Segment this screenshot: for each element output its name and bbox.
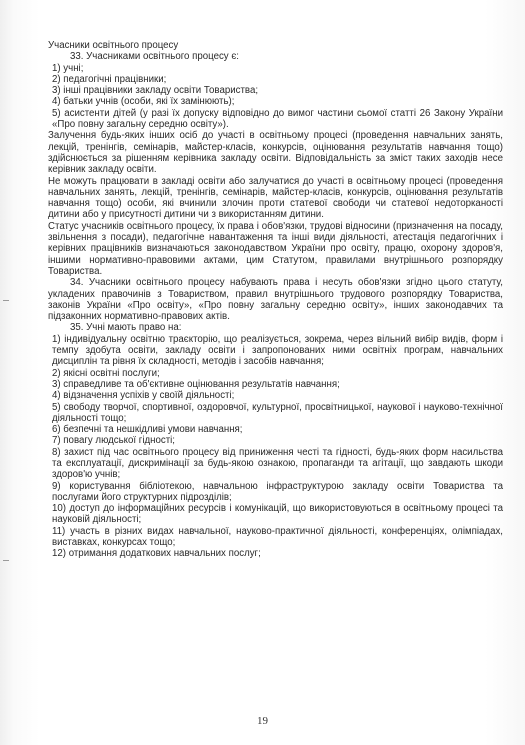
item-35-list-item: 12) отримання додаткових навчальних послуг; — [52, 548, 261, 560]
item-35-list-item: 9) користування бібліотекою, навчальною інфраструктурою закладу освіти Товариства та послугами його структурних підрозділів; — [52, 480, 503, 503]
item-33-list-item: 3) інші працівники закладу освіти Товариства; — [52, 85, 259, 97]
item-35-list-item: 3) справедливе та об'єктивне оцінювання результатів навчання; — [52, 378, 340, 390]
item-33-lead: 33. Учасниками освітнього процесу є: — [70, 51, 239, 63]
item-35-list-item: 6) безпечні та нешкідливі умови навчання; — [52, 424, 243, 436]
item-35-list-item: 2) якісні освітні послуги; — [52, 367, 160, 379]
page-number: 19 — [257, 715, 268, 727]
document-body — [48, 40, 503, 560]
item-35-list-item: 11) участь в різних видах навчальної, науково-практичної діяльності, конференціях, олімпіадах, виставках, конкурсах тощо; — [52, 525, 503, 549]
item-35-lead: 35. Учні мають право на: — [70, 322, 182, 334]
item-33-list-item: 4) батьки учнів (особи, які їх замінюють); — [52, 96, 235, 108]
item-35-list-item: 8) захист під час освітнього процесу від приниження честі та гідності, будь-яких форм насильства та експлуатації, дискримінації за будь-якою ознакою, пропаганди та агітації, що завдають шкоди здоров'ю учнів; — [52, 446, 503, 481]
item-35-list-item: 7) повагу людської гідності; — [52, 435, 175, 447]
item-33-list-item: 5) асистенти дітей (у разі їх допуску відповідно до вимог частини сьомої статті 26 Закону України «Про повну загальну середню освіту»). — [52, 107, 503, 131]
paragraph-restriction: Не можуть працювати в закладі освіти або залучатися до участі в освітньому процесі (проведення навчальних занять, лекцій, тренінгів, семінарів, майстер-класів, конкурсів, оцінювання результатів навчання тощо) особи, які вчинили злочин проти статевої свободи чи статевої недоторканості дитини або у присутності дитини чи з використанням дитини. — [48, 175, 503, 221]
item-35-list-item: 4) відзначення успіхів у своїй діяльності; — [52, 390, 235, 402]
item-33-list-item: 1) учні; — [52, 62, 84, 74]
item-35-list-item: 5) свободу творчої, спортивної, оздоровчої, культурної, просвітницької, наукової і науково-технічної діяльності тощо; — [52, 401, 503, 424]
item-33-list-item: 2) педагогічні працівники; — [52, 73, 167, 85]
page-edge-mark — [3, 560, 9, 561]
item-34-paragraph: 34. Учасники освітнього процесу набувають права і несуть обов'язки згідно цього статуту, укладених правочинів з Товариством, правил внутрішнього трудового розпорядку Товариства, законів України «Про освіту», «Про повну загальну середню освіту», інших законодавчих та підзаконних нормативно-правових актів. — [48, 277, 503, 323]
item-35-list-item: 1) індивідуальну освітню траєкторію, що реалізується, зокрема, через вільний вибір видів, форм і темпу здобута освіти, закладу освіти і запропонованих ними освітніх програм, навчальних дисциплін та рівня їх складності, методів і засобів навчання; — [52, 333, 503, 368]
page-edge-mark — [3, 300, 9, 301]
item-35-list-item: 10) доступ до інформаційних ресурсів і комунікацій, що використовуються в освітньому процесі та науковій діяльності; — [52, 503, 503, 526]
paragraph-involvement: Залучення будь-яких інших осіб до участі в освітньому процесі (проведення навчальних занять, лекцій, тренінгів, семінарів, майстер-класів, конкурсів, оцінювання результатів навчання тощо) здійснюється за рішенням керівника закладу освіти. Відповідальність за зміст таких заходів несе керівник закладу освіти. — [48, 130, 503, 176]
paragraph-status: Статус учасників освітнього процесу, їх права і обов'язки, трудові відносини (призначення на посаду, звільнення з посади), педагогічне навантаження та інші види діяльності, атестація педагогічних і керівних працівників визначаються законодавством України про освіту, працю, охорону здоров'я, іншими нормативно-правовими актами, цим Статутом, правилами внутрішнього розпорядку Товариства. — [48, 220, 503, 277]
section-heading: Учасники освітнього процесу — [48, 40, 179, 51]
